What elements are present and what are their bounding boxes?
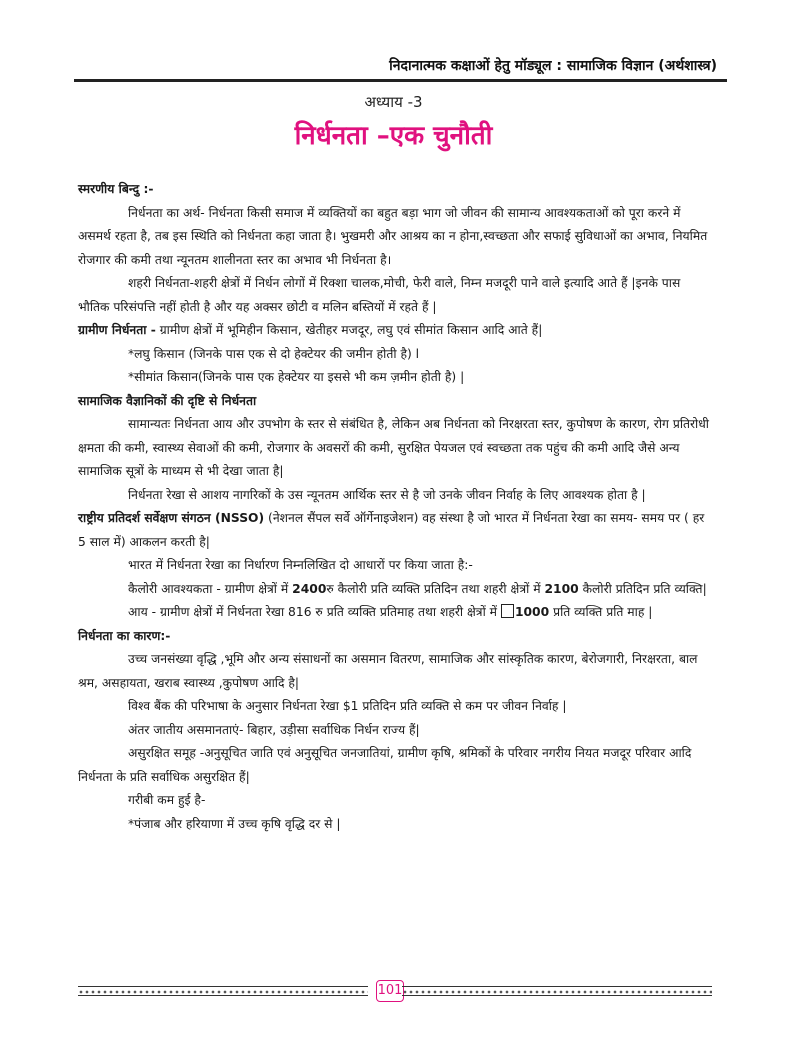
calorie-rural-value: 2400	[292, 581, 327, 596]
paragraph-causes: उच्च जनसंख्या वृद्धि ,भूमि और अन्य संसाधनों का असमान वितरण, सामाजिक और सांस्कृतिक कारण, बेरोजगारी, निरक्षरता, बाल श्रम, असहायता, खराब स्वास्थ्य ,कुपोषण आदि है|	[78, 652, 698, 690]
paragraph-vulnerable-groups: असुरक्षित समूह -अनुसूचित जाति एवं अनुसूचित जनजातियां, ग्रामीण कृषि, श्रमिकों के परिवार नगरीय नियत मजदूर परिवार आदि निर्धनता के प्रति सर्वाधिक असुरक्षित हैं|	[78, 746, 692, 784]
small-farmer-note: *लघु किसान (जिनके पास एक से दो हेक्टेयर की जमीन होती है) l	[128, 346, 420, 361]
paragraph-bases: भारत में निर्धनता रेखा का निर्धारण निम्नलिखित दो आधारों पर किया जाता है:-	[128, 558, 473, 572]
calorie-text-c: कैलोरी प्रतिदिन प्रति व्यक्ति|	[578, 581, 707, 596]
paragraph-poverty-reduced: गरीबी कम हुई है-	[128, 793, 206, 807]
calorie-urban-value: 2100	[544, 581, 579, 596]
calorie-text-b: रु कैलोरी प्रति व्यक्ति प्रतिदिन तथा शहरी क्षेत्रों में	[326, 581, 545, 596]
page-footer	[78, 983, 712, 1001]
paragraph-social-view: सामान्यतः निर्धनता आय और उपभोग के स्तर से संबंधित है, लेकिन अब निर्धनता को निरक्षरता स्तर, कुपोषण के कारण, रोग प्रतिरोधी क्षमता की कमी, स्वास्थ्य सेवाओं की कमी, रोजगार के अवसरों की कमी, सुरक्षित पेयजल एवं स्वच्छता तक पहुंच की कमी आदि जैसे अन्य सामाजिक सूत्रों के माध्यम से भी देखा जाता है|	[78, 417, 709, 478]
paragraph-inter-state: अंतर जातीय असमानताएं- बिहार, उड़ीसा सर्वाधिक निर्धन राज्य हैं|	[128, 722, 420, 737]
calorie-text-a: कैलोरी आवश्यकता - ग्रामीण क्षेत्रों में	[128, 581, 293, 596]
rural-poverty-label: ग्रामीण निर्धनता -	[78, 323, 156, 337]
rural-poverty-text: ग्रामीण क्षेत्रों में भूमिहीन किसान, खेतीहर मजदूर, लघु एवं सीमांत किसान आदि आते हैं|	[155, 323, 543, 337]
heading-causes: निर्धनता का कारण:-	[78, 628, 171, 643]
heading-key-points: स्मरणीय बिन्दु :-	[78, 182, 154, 196]
nsso-label: राष्ट्रीय प्रतिदर्श सर्वेक्षण संगठन (NSSO)	[78, 511, 265, 525]
heading-social-view: सामाजिक वैज्ञानिकों की दृष्टि से निर्धनता	[78, 393, 257, 408]
paragraph-nsso	[78, 507, 713, 554]
paragraph-calorie	[78, 578, 713, 602]
footer-ornament-left	[78, 986, 368, 996]
paragraph-urban-poverty: शहरी निर्धनता-शहरी क्षेत्रों में निर्धन लोगों में रिक्शा चालक,मोची, फेरी वाले, निम्न मजदूरी पाने वाले इत्यादि आते हैं |इनके पास भौतिक परिसंपत्ति नहीं होती है और यह अक्सर छोटी व मलिन बस्तियों में रहते हैं |	[78, 276, 681, 314]
paragraph-income	[78, 601, 713, 625]
paragraph-world-bank: विश्व बैंक की परिभाषा के अनुसार निर्धनता रेखा $1 प्रतिदिन प्रति व्यक्ति से कम पर जीवन निर्वाह |	[128, 699, 567, 713]
running-header: निदानात्मक कक्षाओं हेतु मॉड्यूल : सामाजिक विज्ञान (अर्थशास्त्र)	[389, 58, 717, 74]
currency-box-icon	[501, 604, 514, 618]
footer-ornament-right	[402, 986, 712, 996]
chapter-number: अध्याय -3	[364, 93, 423, 111]
income-text-b: प्रति व्यक्ति प्रति माह |	[549, 605, 653, 619]
marginal-farmer-note: *सीमांत किसान(जिनके पास एक हेक्टेयर या इससे भी कम ज़मीन होती है) |	[128, 370, 465, 384]
paragraph-poverty-line: निर्धनता रेखा से आशय नागरिकों के उस न्यूनतम आर्थिक स्तर से है जो उनके जीवन निर्वाह के लिए आवश्यक होता है |	[128, 487, 646, 502]
paragraph-rural-poverty	[78, 319, 713, 343]
income-text-a: आय - ग्रामीण क्षेत्रों में निर्धनता रेखा 816 रु प्रति व्यक्ति प्रतिमाह तथा शहरी क्षेत्रों में	[128, 605, 501, 619]
chapter-body	[78, 178, 713, 836]
header-rule	[74, 79, 727, 82]
page-number: 101	[376, 980, 404, 1002]
nsso-text: (नेशनल सैंपल सर्वे ऑर्गेनाइजेशन) वह संस्था है जो भारत में निर्धनता रेखा का समय- समय पर ( हर 5 साल में) आकलन करती है|	[78, 511, 705, 549]
paragraph-poverty-meaning: निर्धनता का अर्थ- निर्धनता किसी समाज में व्यक्तियों का बहुत बड़ा भाग जो जीवन की सामान्य आवश्यकताओं को पूरा करने में असमर्थ रहता है, तब इस स्थिति को निर्धनता कहा जाता है। भुखमरी और आश्रय का न होना,स्वच्छता और सफाई सुविधाओं का अभाव, नियमित रोजगार की कमी तथा न्यूनतम शालीनता स्तर का अभाव भी निर्धनता है।	[78, 205, 708, 267]
income-urban-value: 1000	[514, 605, 550, 619]
paragraph-punjab-haryana: *पंजाब और हरियाणा में उच्च कृषि वृद्धि दर से |	[128, 816, 341, 831]
chapter-title: निर्धनता –एक चुनौती	[294, 121, 493, 151]
